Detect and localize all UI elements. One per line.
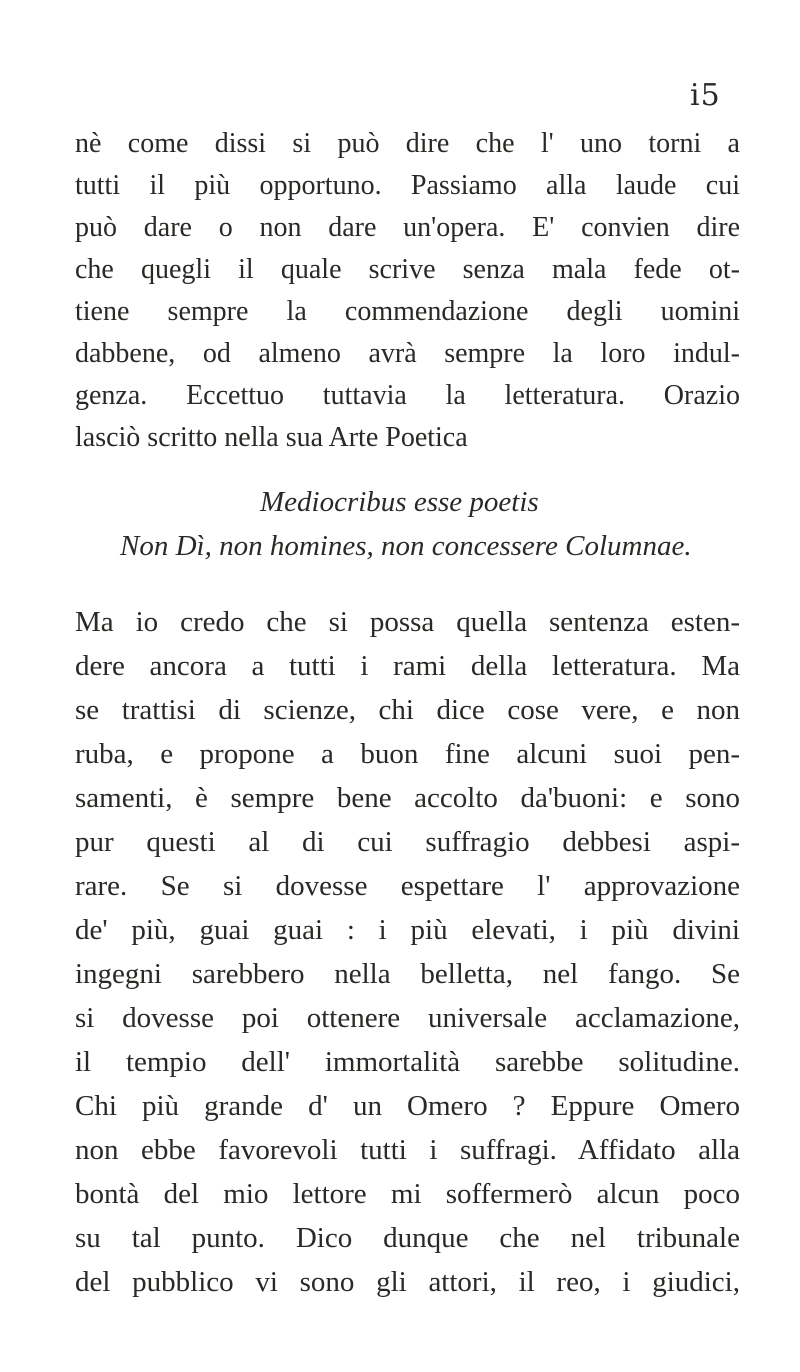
text-line: bontà del mio lettore mi soffermerò alcun poco — [75, 1178, 740, 1210]
text-line: se trattisi di scienze, chi dice cose vere, e non — [75, 694, 740, 726]
quotation-line: Non Dì, non homines, non concessere Columnae. — [120, 530, 692, 562]
text-line: de' più, guai guai : i più elevati, i più divini — [75, 914, 740, 946]
text-line: dabbene, od almeno avrà sempre la loro indul- — [75, 338, 740, 369]
text-line: nè come dissi si può dire che l' uno torni a — [75, 128, 740, 159]
text-line: ingegni sarebbero nella belletta, nel fango. Se — [75, 958, 740, 990]
text-line: il tempio dell' immortalità sarebbe solitudine. — [75, 1046, 740, 1078]
text-line: si dovesse poi ottenere universale acclamazione, — [75, 1002, 740, 1034]
quotation-line: Mediocribus esse poetis — [260, 486, 539, 518]
text-line: non ebbe favorevoli tutti i suffragi. Affidato alla — [75, 1134, 740, 1166]
text-line: dere ancora a tutti i rami della letteratura. Ma — [75, 650, 740, 682]
page-number: i5 — [690, 78, 721, 113]
text-line: tiene sempre la commendazione degli uomini — [75, 296, 740, 327]
text-line: lasciò scritto nella sua Arte Poetica — [75, 422, 468, 453]
text-line: Ma io credo che si possa quella sentenza esten- — [75, 606, 740, 638]
text-line: Chi più grande d' un Omero ? Eppure Omero — [75, 1090, 740, 1122]
text-line: può dare o non dare un'opera. E' convien dire — [75, 212, 740, 243]
text-line: su tal punto. Dico dunque che nel tribunale — [75, 1222, 740, 1254]
text-line: ruba, e propone a buon fine alcuni suoi pen- — [75, 738, 740, 770]
text-line: pur questi al di cui suffragio debbesi aspi- — [75, 826, 740, 858]
text-line: rare. Se si dovesse espettare l' approvazione — [75, 870, 740, 902]
text-line: samenti, è sempre bene accolto da'buoni: e sono — [75, 782, 740, 814]
text-line: genza. Eccettuo tuttavia la letteratura. Orazio — [75, 380, 740, 411]
text-line: tutti il più opportuno. Passiamo alla laude cui — [75, 170, 740, 201]
text-line: del pubblico vi sono gli attori, il reo, i giudici, — [75, 1266, 740, 1298]
text-line: che quegli il quale scrive senza mala fede ot- — [75, 254, 740, 285]
